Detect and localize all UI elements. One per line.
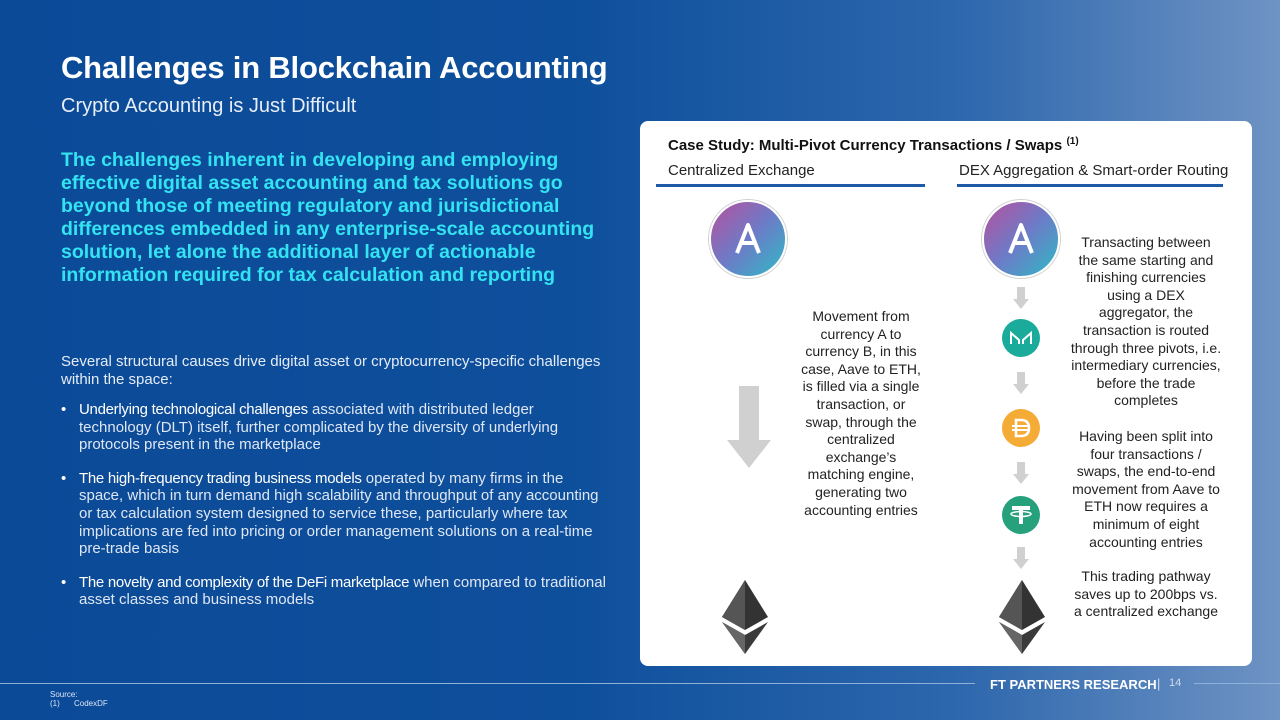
aave-coin-icon	[709, 200, 787, 278]
footer-divider	[1194, 683, 1280, 684]
footnote-marker: (1)	[1066, 136, 1079, 147]
list-item	[61, 401, 606, 454]
down-arrow-icon	[1013, 287, 1029, 309]
footer-brand: FT PARTNERS RESEARCH	[990, 677, 1157, 692]
tether-coin-icon	[1002, 496, 1040, 534]
highlight-statement: The challenges inherent in developing and employing effective digital asset accounting and tax solutions go beyond those of meeting regulatory and jurisdictional differences embedded in any enterprise-scale accounting solution, let alone the additional layer of actionable information required for tax calculation and reporting	[61, 149, 595, 286]
bullet-glyph: •	[61, 573, 67, 591]
dex-description-savings: This trading pathway saves up to 200bps vs. a centralized exchange	[1074, 568, 1218, 620]
aave-coin-icon	[982, 200, 1060, 278]
dai-coin-icon	[1002, 409, 1040, 447]
down-arrow-icon	[1013, 547, 1029, 569]
centralized-exchange-heading: Centralized Exchange	[668, 162, 815, 179]
page-subtitle: Crypto Accounting is Just Difficult	[61, 95, 357, 117]
dex-aggregation-heading: DEX Aggregation & Smart-order Routing	[959, 162, 1229, 179]
bullet-text: associated with distributed ledger technology (DLT) itself, further complicated by the diversity of underlying protocols present in the marketplace	[79, 401, 559, 454]
case-study-title-text: Case Study: Multi-Pivot Currency Transactions / Swaps	[668, 137, 1063, 154]
bullet-glyph: •	[61, 401, 67, 418]
dex-description-routing: Transacting between the same starting and finishing currencies using a DEX aggregator, the transaction is routed through three pivots, i.e. intermediary currencies, before the trade completes	[1070, 234, 1222, 409]
bullet-strong-text: Underlying technological challenges	[79, 401, 308, 418]
list-item	[61, 574, 606, 609]
bullet-strong-text: The high-frequency trading business models	[79, 469, 362, 487]
source-entry	[50, 699, 108, 708]
down-arrow-icon	[1013, 372, 1029, 394]
centralized-heading-underline	[656, 184, 925, 187]
footer-divider	[0, 683, 975, 684]
down-arrow-icon	[1013, 462, 1029, 484]
source-note	[50, 690, 108, 708]
ethereum-coin-icon	[722, 580, 768, 654]
page-title: Challenges in Blockchain Accounting	[61, 50, 608, 85]
source-text: CodexDF	[74, 699, 108, 708]
source-label: Source:	[50, 690, 78, 699]
maker-coin-icon	[1002, 319, 1040, 357]
bullet-glyph: •	[61, 469, 67, 487]
centralized-description: Movement from currency A to currency B, in this case, Aave to ETH, is filled via a single transaction, or swap, through the centralized exchange’s matching engine, generating two accounting entries	[801, 308, 921, 518]
page-number: 14	[1169, 677, 1182, 689]
bullet-text: operated by many firms in the space, which in turn demand high scalability and throughput of any accounting or tax calculation system designed to service these, particularly where tax implications are fed into pricing or order management solutions on a real-time pre-trade basis	[79, 469, 599, 558]
intro-paragraph: Several structural causes drive digital asset or cryptocurrency-specific challenges within the space:	[61, 353, 601, 388]
bullet-text: when compared to traditional asset classes and business models	[79, 573, 606, 609]
dex-heading-underline	[957, 184, 1223, 187]
down-arrow-icon	[727, 386, 771, 470]
source-number: (1)	[50, 699, 60, 708]
case-study-card	[640, 121, 1252, 666]
case-study-title	[668, 136, 1079, 154]
ethereum-coin-icon	[999, 580, 1045, 654]
dex-description-entries: Having been split into four transactions / swaps, the end-to-end movement from Aave to ETH now requires a minimum of eight accounting entries	[1072, 428, 1220, 550]
bullet-strong-text: The novelty and complexity of the DeFi marketplace	[79, 573, 410, 591]
list-item	[61, 470, 606, 558]
challenge-list	[61, 401, 606, 625]
footer-separator: |	[1157, 676, 1161, 691]
